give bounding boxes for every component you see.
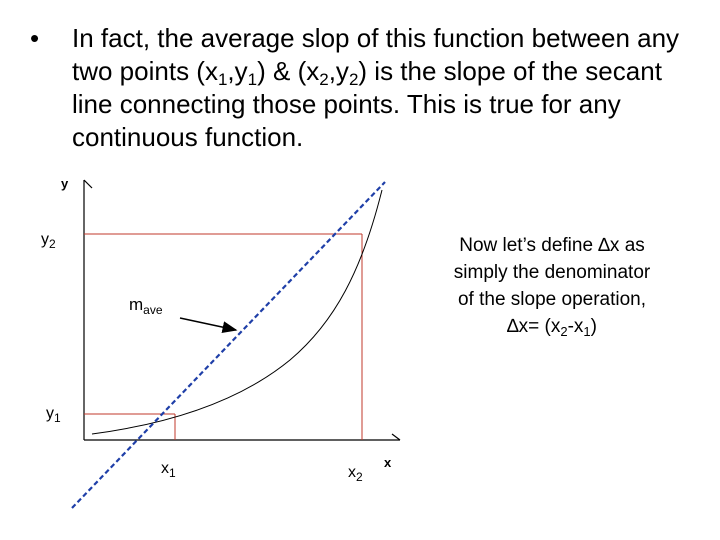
m-ave-label-sub: ave xyxy=(143,303,163,317)
bullet-text-part: In fact, the average slop of this function between any two points (x xyxy=(72,23,680,86)
x-axis-name: x xyxy=(384,455,392,470)
bullet-text-part: ,y xyxy=(328,56,349,86)
x1-label-sub: 1 xyxy=(169,466,176,480)
m-ave-label-base: m xyxy=(129,295,144,314)
side-note-line: of the slope operation, xyxy=(457,289,647,310)
bullet-text-part: ) & (x xyxy=(257,56,320,86)
x2-label xyxy=(348,464,363,482)
bullet-subscript: 2 xyxy=(319,70,329,89)
secant-line xyxy=(72,182,385,508)
bullet-mark: • xyxy=(30,23,40,53)
x1-label xyxy=(161,460,176,478)
y2-label-base: y xyxy=(41,231,49,248)
side-note-line: Now let’s define ∆x as xyxy=(459,235,645,256)
x2-label-sub: 2 xyxy=(356,470,363,484)
bullet-subscript: 1 xyxy=(217,70,228,89)
y1-label-sub: 1 xyxy=(54,411,61,425)
bullet-text-part: ,y xyxy=(227,56,248,86)
x2-label-base: x xyxy=(348,464,356,481)
x1-label-base: x xyxy=(161,460,169,477)
side-note xyxy=(402,232,702,340)
bullet-subscript: 1 xyxy=(247,70,258,89)
side-note-formula xyxy=(402,313,702,340)
side-note-line: simply the denominator xyxy=(453,262,651,283)
formula-sub: 2 xyxy=(560,324,568,339)
y1-label-base: y xyxy=(46,405,54,422)
y-axis-name: y xyxy=(61,176,69,191)
y1-label xyxy=(46,405,61,423)
y2-label-sub: 2 xyxy=(49,237,56,251)
formula-part: ) xyxy=(590,316,597,337)
formula-part: ∆x= (x xyxy=(507,316,561,337)
y2-label xyxy=(41,231,56,249)
bullet-subscript: 2 xyxy=(348,70,359,89)
x-axis-arrow-tick xyxy=(392,434,400,440)
m-ave-label xyxy=(129,295,163,317)
formula-sub: 1 xyxy=(583,324,591,339)
y-axis-arrow-tick xyxy=(84,180,92,188)
m-ave-pointer-arrow xyxy=(180,318,236,330)
formula-part: -x xyxy=(567,316,584,337)
bullet-text-part: ) is the slope of the secant line connecting those points. This is true for any continuous function. xyxy=(72,56,662,152)
